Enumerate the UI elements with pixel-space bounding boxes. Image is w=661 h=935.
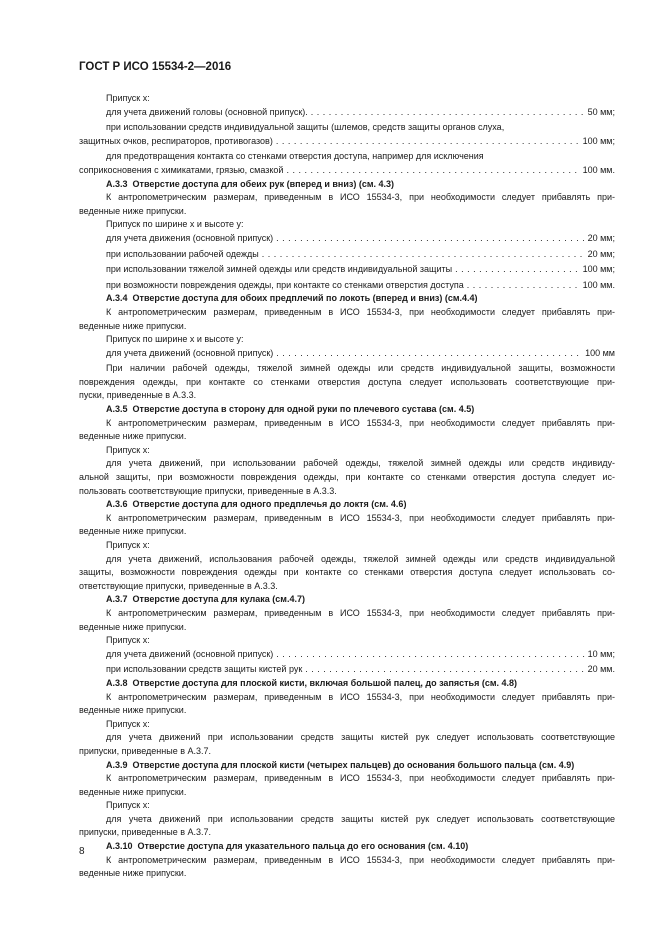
text-line: веденные ниже припуски. bbox=[79, 705, 187, 716]
section-number: А.3.10 bbox=[106, 841, 133, 852]
section-heading bbox=[79, 498, 615, 512]
text-line: защиты, возможности повреждения одежды при контакте со стенками отверстия доступа следует использовать со- bbox=[79, 567, 615, 578]
text-line: повреждения одежды, при контакте со стенками отверстия доступа следует использовать соответствующие при- bbox=[79, 376, 615, 387]
allowance-row bbox=[79, 135, 615, 149]
text-line: веденные ниже припуски. bbox=[79, 786, 187, 797]
section-number: А.3.8 bbox=[106, 677, 128, 688]
text-line: для учета движений при использовании средств защиты кистей рук следует использовать соответствующие bbox=[106, 813, 615, 824]
text-line: пользовать соответствующие припуски, приведенные в А.3.3. bbox=[79, 485, 337, 496]
allowance-label: Припуск x: bbox=[106, 718, 150, 729]
allowance-label: Припуск x: bbox=[106, 444, 150, 455]
allowance-text: для учета движения (основной припуск) bbox=[106, 232, 274, 243]
allowance-value: 20 мм; bbox=[587, 232, 615, 243]
allowance-row bbox=[79, 106, 615, 120]
allowance-text: при использовании рабочей одежды bbox=[106, 248, 259, 259]
text-line: К антропометрическим размерам, приведенным в ИСО 15534-3, при необходимости следует прибавлять при- bbox=[106, 417, 615, 428]
allowance-value: 100 мм. bbox=[582, 279, 615, 290]
section-heading bbox=[79, 292, 615, 306]
allowance-text: при использовании тяжелой зимней одежды или средств индивидуальной защиты bbox=[106, 264, 453, 275]
allowance-value: 20 мм. bbox=[587, 664, 615, 675]
allowance-row bbox=[79, 279, 615, 293]
text-line: К антропометрическим размерам, приведенным в ИСО 15534-3, при необходимости следует прибавлять при- bbox=[106, 306, 615, 317]
text-line: К антропометрическим размерам, приведенным в ИСО 15534-3, при необходимости следует прибавлять при- bbox=[106, 512, 615, 523]
text-line: веденные ниже припуски. bbox=[79, 868, 187, 879]
text-line: припуски, приведенные в А.3.7. bbox=[79, 745, 212, 756]
allowance-label: Припуск x: bbox=[106, 800, 150, 811]
allowance-label: Припуск x: bbox=[106, 635, 150, 646]
text-line: К антропометрическим размерам, приведенным в ИСО 15534-3, при необходимости следует прибавлять при- bbox=[106, 192, 615, 203]
allowance-value: 20 мм; bbox=[587, 248, 615, 259]
allowance-row bbox=[79, 648, 615, 662]
section-heading bbox=[79, 593, 615, 607]
allowance-label: Припуск x: bbox=[106, 93, 150, 103]
section-number: А.3.7 bbox=[106, 594, 128, 605]
document-body bbox=[79, 92, 615, 881]
allowance-label: Припуск по ширине x и высоте y: bbox=[106, 219, 244, 230]
allowance-text: при использовании средств защиты кистей рук bbox=[106, 664, 303, 675]
section-heading bbox=[79, 403, 615, 417]
allowance-text: для учета движений (основной припуск) bbox=[106, 648, 274, 659]
allowance-row bbox=[79, 248, 615, 262]
text-line: веденные ниже припуски. bbox=[79, 431, 187, 442]
text-line: веденные ниже припуски. bbox=[79, 621, 187, 632]
allowance-text: соприкосновения с химикатами, грязью, смазкой bbox=[79, 164, 284, 175]
document-header: ГОСТ Р ИСО 15534-2—2016 bbox=[79, 61, 232, 73]
text-line: веденные ниже припуски. bbox=[79, 526, 187, 537]
text-line: пуски, приведенные в А.3.3. bbox=[79, 390, 197, 401]
text-line: ответствующие припуски, приведенные в А.3.3. bbox=[79, 580, 278, 591]
allowance-text: защитных очков, респираторов, противогазов) bbox=[79, 135, 273, 146]
text-line: веденные ниже припуски. bbox=[79, 320, 187, 331]
text-line: для предотвращения контакта со стенками отверстия доступа, например для исключения bbox=[106, 151, 484, 162]
section-title: Отверстие доступа для одного предплечья до локтя (см. 4.6) bbox=[132, 499, 407, 510]
section-heading bbox=[79, 677, 615, 691]
text-line: для учета движений при использовании средств защиты кистей рук следует использовать соответствующие bbox=[106, 732, 615, 743]
allowance-row bbox=[79, 347, 615, 361]
section-number: А.3.3 bbox=[106, 178, 128, 189]
section-title: Отверстие доступа в сторону для одной руки по плечевого сустава (см. 4.5) bbox=[132, 404, 475, 415]
allowance-value: 100 мм. bbox=[582, 164, 615, 175]
allowance-row bbox=[79, 263, 615, 277]
allowance-row bbox=[79, 232, 615, 246]
section-title: Отверстие доступа для плоской кисти (четырех пальцев) до основания большого пальца (см. 4.9) bbox=[132, 759, 575, 770]
allowance-label: Припуск по ширине x и высоте y: bbox=[106, 334, 244, 345]
section-heading bbox=[79, 178, 615, 192]
text-line: припуски, приведенные в А.3.7. bbox=[79, 827, 212, 838]
section-heading bbox=[79, 759, 615, 773]
allowance-text: для учета движений головы (основной припуск). bbox=[106, 106, 308, 117]
section-number: А.3.5 bbox=[106, 404, 128, 415]
text-line: К антропометрическим размерам, приведенным в ИСО 15534-3, при необходимости следует прибавлять при- bbox=[106, 773, 615, 784]
text-line: К антропометрическим размерам, приведенным в ИСО 15534-3, при необходимости следует прибавлять при- bbox=[106, 854, 615, 865]
text-line: для учета движений, использования рабочей одежды, тяжелой зимней одежды или средств индивидуальной bbox=[106, 553, 615, 564]
allowance-text: при возможности повреждения одежды, при контакте со стенками отверстия доступа bbox=[106, 279, 464, 290]
text-line: К антропометрическим размерам, приведенным в ИСО 15534-3, при необходимости следует прибавлять при- bbox=[106, 691, 615, 702]
text-line: при использовании средств индивидуальной защиты (шлемов, средств защиты органов слуха, bbox=[106, 122, 505, 133]
allowance-value: 10 мм; bbox=[587, 648, 615, 659]
text-line: альной защиты, при возможности повреждения одежды, при контакте со стенками отверстия доступа следует ис- bbox=[79, 472, 615, 483]
allowance-value: 50 мм; bbox=[587, 106, 615, 117]
allowance-value: 100 мм; bbox=[582, 135, 615, 146]
allowance-value: 100 мм; bbox=[582, 264, 615, 275]
allowance-row bbox=[79, 164, 615, 178]
text-line: веденные ниже припуски. bbox=[79, 205, 187, 216]
section-title: Отверстие доступа для обоих предплечий по локоть (вперед и вниз) (см.4.4) bbox=[132, 293, 478, 304]
section-title: Отверстие доступа для обеих рук (вперед и вниз) (см. 4.3) bbox=[132, 178, 395, 189]
section-number: А.3.6 bbox=[106, 499, 128, 510]
text-line: для учета движений, при использовании рабочей одежды, тяжелой зимней одежды или средств индивиду- bbox=[106, 458, 615, 469]
section-number: А.3.9 bbox=[106, 759, 128, 770]
allowance-text: для учета движений (основной припуск) bbox=[106, 347, 274, 358]
text-line: К антропометрическим размерам, приведенным в ИСО 15534-3, при необходимости следует прибавлять при- bbox=[106, 607, 615, 618]
text-line: При наличии рабочей одежды, тяжелой зимней одежды или средств индивидуальной защиты, возможности bbox=[106, 363, 615, 374]
allowance-value: 100 мм bbox=[585, 347, 615, 358]
section-title: Отверстие доступа для плоской кисти, включая большой палец, до запястья (см. 4.8) bbox=[132, 677, 517, 688]
allowance-row bbox=[79, 663, 615, 677]
allowance-label: Припуск x: bbox=[106, 540, 150, 550]
section-number: А.3.4 bbox=[106, 293, 128, 304]
section-heading bbox=[79, 840, 615, 854]
section-title: Отверстие доступа для указательного пальца до его основания (см. 4.10) bbox=[137, 841, 469, 852]
page-number: 8 bbox=[79, 846, 85, 857]
section-title: Отверстие доступа для кулака (см.4.7) bbox=[132, 594, 305, 605]
